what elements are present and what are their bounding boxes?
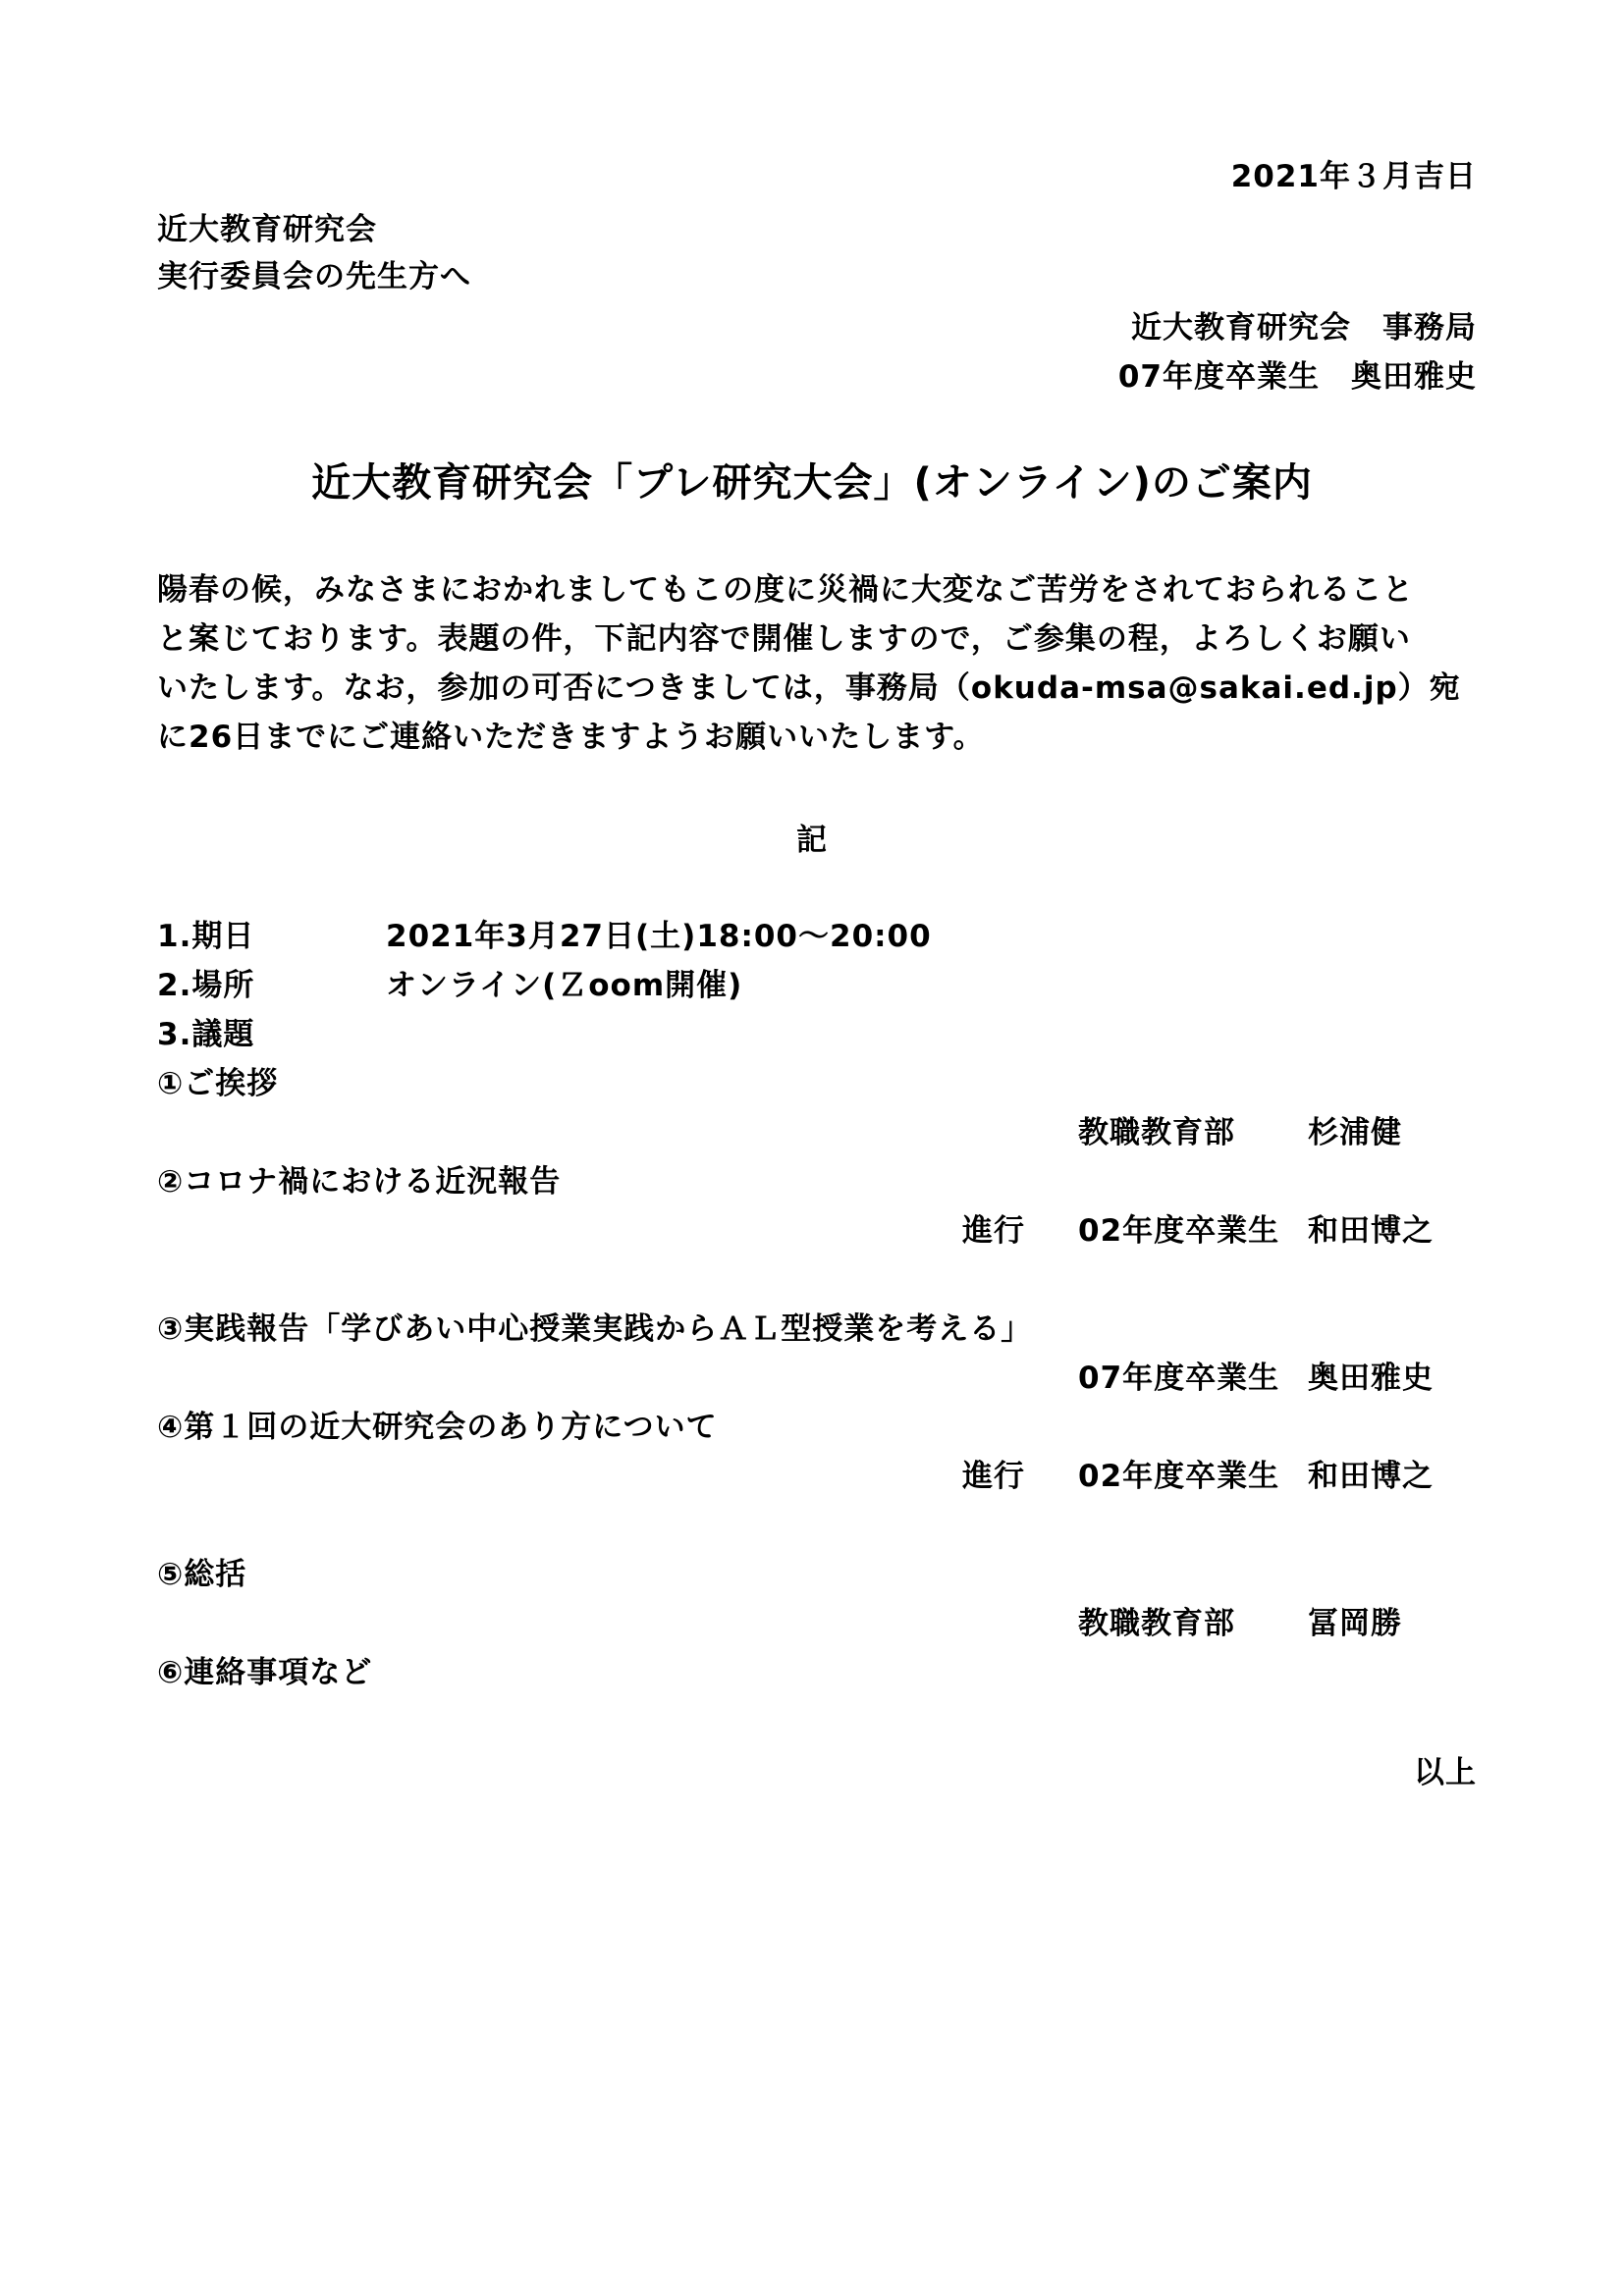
ki-heading: 記 bbox=[796, 823, 828, 858]
sender-line-1: 近大教育研究会 事務局 bbox=[1131, 310, 1477, 346]
place-label: 2.場所 bbox=[157, 968, 255, 1003]
agenda-item-1: ①ご挨拶 bbox=[157, 1066, 279, 1101]
agenda-item-2-role: 進行 bbox=[962, 1213, 1025, 1249]
agenda-item-5-dept: 教職教育部 bbox=[1078, 1606, 1235, 1641]
agenda-item-4-name: 和田博之 bbox=[1308, 1459, 1434, 1494]
body-paragraph bbox=[157, 565, 1483, 762]
agenda-item-5: ⑤総括 bbox=[157, 1557, 247, 1592]
recipient-line-2: 実行委員会の先生方へ bbox=[157, 259, 471, 294]
agenda-item-3-name: 奥田雅史 bbox=[1308, 1361, 1434, 1396]
agenda-item-1-dept: 教職教育部 bbox=[1078, 1115, 1235, 1150]
document-date: 2021年３月吉日 bbox=[1230, 159, 1477, 194]
agenda-item-5-name: 冨岡勝 bbox=[1308, 1606, 1402, 1641]
sender-line-2: 07年度卒業生 奥田雅史 bbox=[1117, 359, 1477, 395]
date-value: 2021年3月27日(土)18:00〜20:00 bbox=[386, 919, 932, 954]
agenda-item-2-person: 02年度卒業生 bbox=[1078, 1213, 1280, 1249]
body-line: と案じております。表題の件，下記内容で開催しますので，ご参集の程，よろしくお願い bbox=[157, 621, 1411, 657]
agenda-label: 3.議題 bbox=[157, 1017, 255, 1052]
recipient-line-1: 近大教育研究会 bbox=[157, 212, 377, 247]
body-line: 陽春の候，みなさまにおかれましてもこの度に災禍に大変なご苦労をされておられること bbox=[157, 572, 1414, 608]
agenda-item-1-name: 杉浦健 bbox=[1308, 1115, 1402, 1150]
agenda-item-4-person: 02年度卒業生 bbox=[1078, 1459, 1280, 1494]
agenda-item-3: ③実践報告「学びあい中心授業実践からＡＬ型授業を考える」 bbox=[157, 1311, 1033, 1347]
agenda-item-2-name: 和田博之 bbox=[1308, 1213, 1434, 1249]
agenda-item-3-person: 07年度卒業生 bbox=[1078, 1361, 1280, 1396]
body-line: に26日までにご連絡いただきますようお願いいたします。 bbox=[157, 720, 985, 755]
agenda-item-6: ⑥連絡事項など bbox=[157, 1655, 373, 1690]
document-title: 近大教育研究会「プレ研究大会」(オンライン)のご案内 bbox=[311, 460, 1313, 506]
agenda-item-2: ②コロナ禍における近況報告 bbox=[157, 1164, 562, 1200]
agenda-item-4: ④第１回の近大研究会のあり方について bbox=[157, 1410, 718, 1445]
place-value: オンライン(Ｚoom開催) bbox=[386, 968, 743, 1003]
body-line: いたします。なお，参加の可否につきましては，事務局（okuda-msa@sakai.ed.jp）宛 bbox=[157, 670, 1461, 706]
agenda-item-4-role: 進行 bbox=[962, 1459, 1025, 1494]
date-label: 1.期日 bbox=[157, 919, 255, 954]
closing-mark: 以上 bbox=[1414, 1755, 1477, 1790]
